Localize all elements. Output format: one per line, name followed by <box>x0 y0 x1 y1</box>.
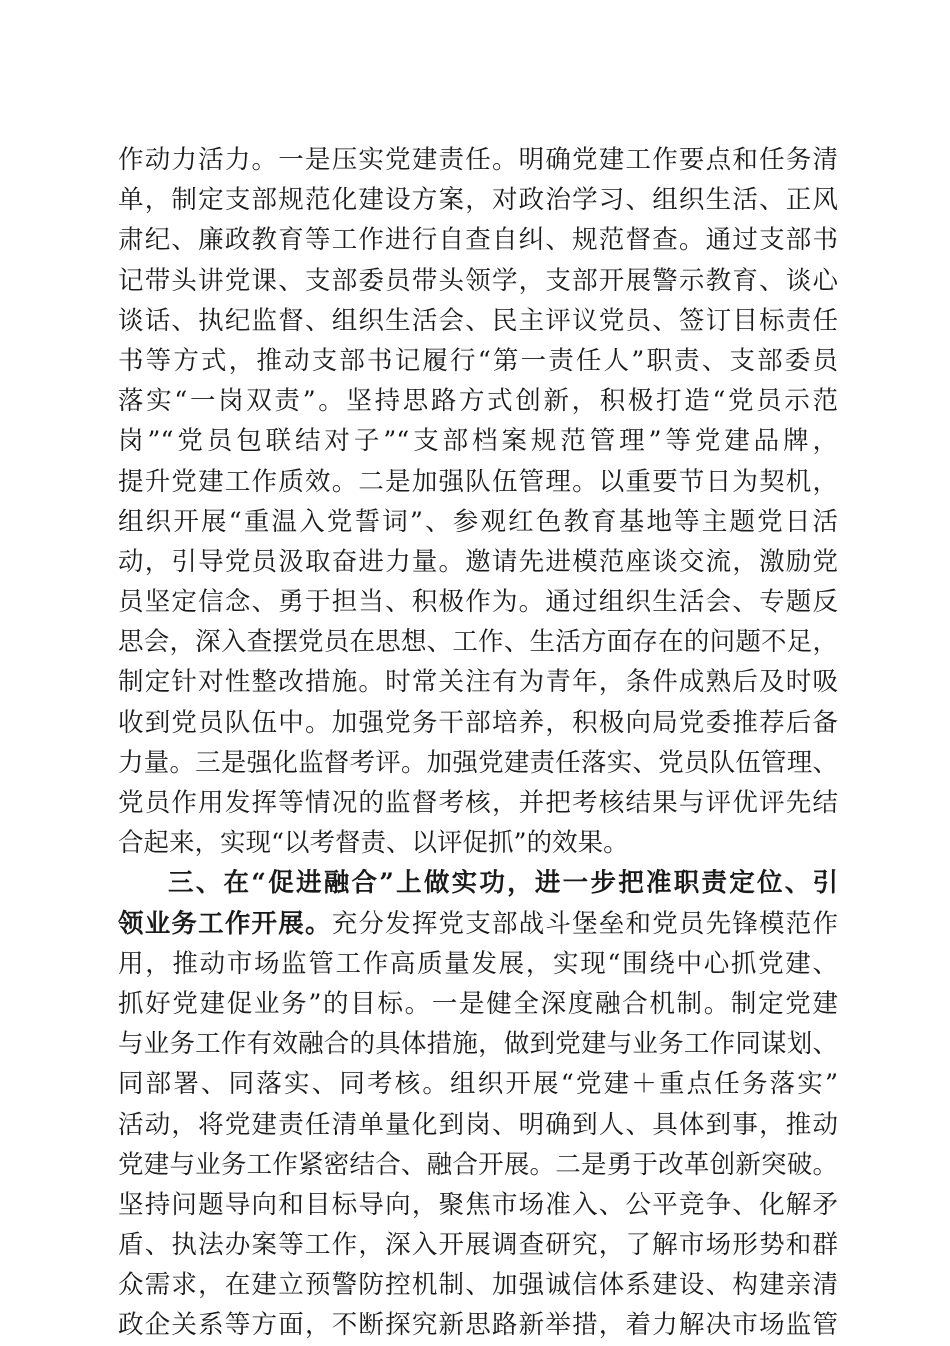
text-line: 合起来，实现“以考督责、以评促抓”的效果。 <box>118 828 629 859</box>
text-line: 与业务工作有效融合的具体措施，做到党建与业务工作同谋划、 <box>118 1029 838 1060</box>
section-heading-continued: 领业务工作开展。 <box>118 908 332 939</box>
text-line: 党建与业务工作紧密结合、融合开展。二是勇于改革创新突破。 <box>118 1149 838 1180</box>
text-line: 作动力活力。一是压实党建责任。明确党建工作要点和任务清 <box>118 145 838 175</box>
text-line: 组织开展“重温入党誓词”、参观红色教育基地等主题党日活 <box>118 506 838 537</box>
text-line: 用，推动市场监管工作高质量发展，实现“围绕中心抓党建、 <box>118 948 838 979</box>
text-line: 盾、执法办案等工作，深入开展调查研究，了解市场形势和群 <box>118 1230 838 1261</box>
text-line: 落实“一岗双责”。坚持思路方式创新，积极打造“党员示范 <box>118 386 838 417</box>
text-line: 活动，将党建责任清单量化到岗、明确到人、具体到事，推动 <box>118 1109 838 1140</box>
text-line: 收到党员队伍中。加强党务干部培养，积极向局党委推荐后备 <box>118 707 838 738</box>
text-line: 众需求，在建立预警防控机制、加强诚信体系建设、构建亲清 <box>118 1270 838 1301</box>
text-line: 肃纪、廉政教育等工作进行自查自纠、规范督查。通过支部书 <box>118 225 838 256</box>
text-line: 动，引导党员汲取奋进力量。邀请先进模范座谈交流，激励党 <box>118 546 838 577</box>
text-line: 员坚定信念、勇于担当、积极作为。通过组织生活会、专题反 <box>118 587 838 618</box>
text-line: 谈话、执纪监督、组织生活会、民主评议党员、签订目标责任 <box>118 305 838 336</box>
text-line: 力量。三是强化监督考评。加强党建责任落实、党员队伍管理、 <box>118 747 838 778</box>
text-line: 政企关系等方面，不断探究新思路新举措，着力解决市场监管 <box>118 1310 838 1341</box>
text-line <box>118 904 838 944</box>
text-line: 思会，深入查摆党员在思想、工作、生活方面存在的问题不足， <box>118 627 838 658</box>
text-line: 提升党建工作质效。二是加强队伍管理。以重要节日为契机， <box>118 466 838 497</box>
text-line: 书等方式，推动支部书记履行“第一责任人”职责、支部委员 <box>118 345 838 376</box>
text-line: 单，制定支部规范化建设方案，对政治学习、组织生活、正风 <box>118 185 838 216</box>
text-line: 党员作用发挥等情况的监督考核，并把考核结果与评优评先结 <box>118 788 838 818</box>
section-heading: 三、在“促进融合”上做实功，进一步把准职责定位、引 <box>168 868 838 899</box>
text-line: 岗”“党员包联结对子”“支部档案规范管理”等党建品牌， <box>118 426 838 457</box>
text-line: 制定针对性整改措施。时常关注有为青年，条件成熟后及时吸 <box>118 667 838 698</box>
text-line: 抓好党建促业务”的目标。一是健全深度融合机制。制定党建 <box>118 988 838 1019</box>
text-line: 同部署、同落实、同考核。组织开展“党建＋重点任务落实” <box>118 1069 838 1100</box>
text-line: 记带头讲党课、支部委员带头领学，支部开展警示教育、谈心 <box>118 265 838 296</box>
text-line: 坚持问题导向和目标导向，聚焦市场准入、公平竞争、化解矛 <box>118 1189 838 1220</box>
document-body <box>118 140 838 1346</box>
text-run: 充分发挥党支部战斗堡垒和党员先锋模范作 <box>331 908 838 939</box>
